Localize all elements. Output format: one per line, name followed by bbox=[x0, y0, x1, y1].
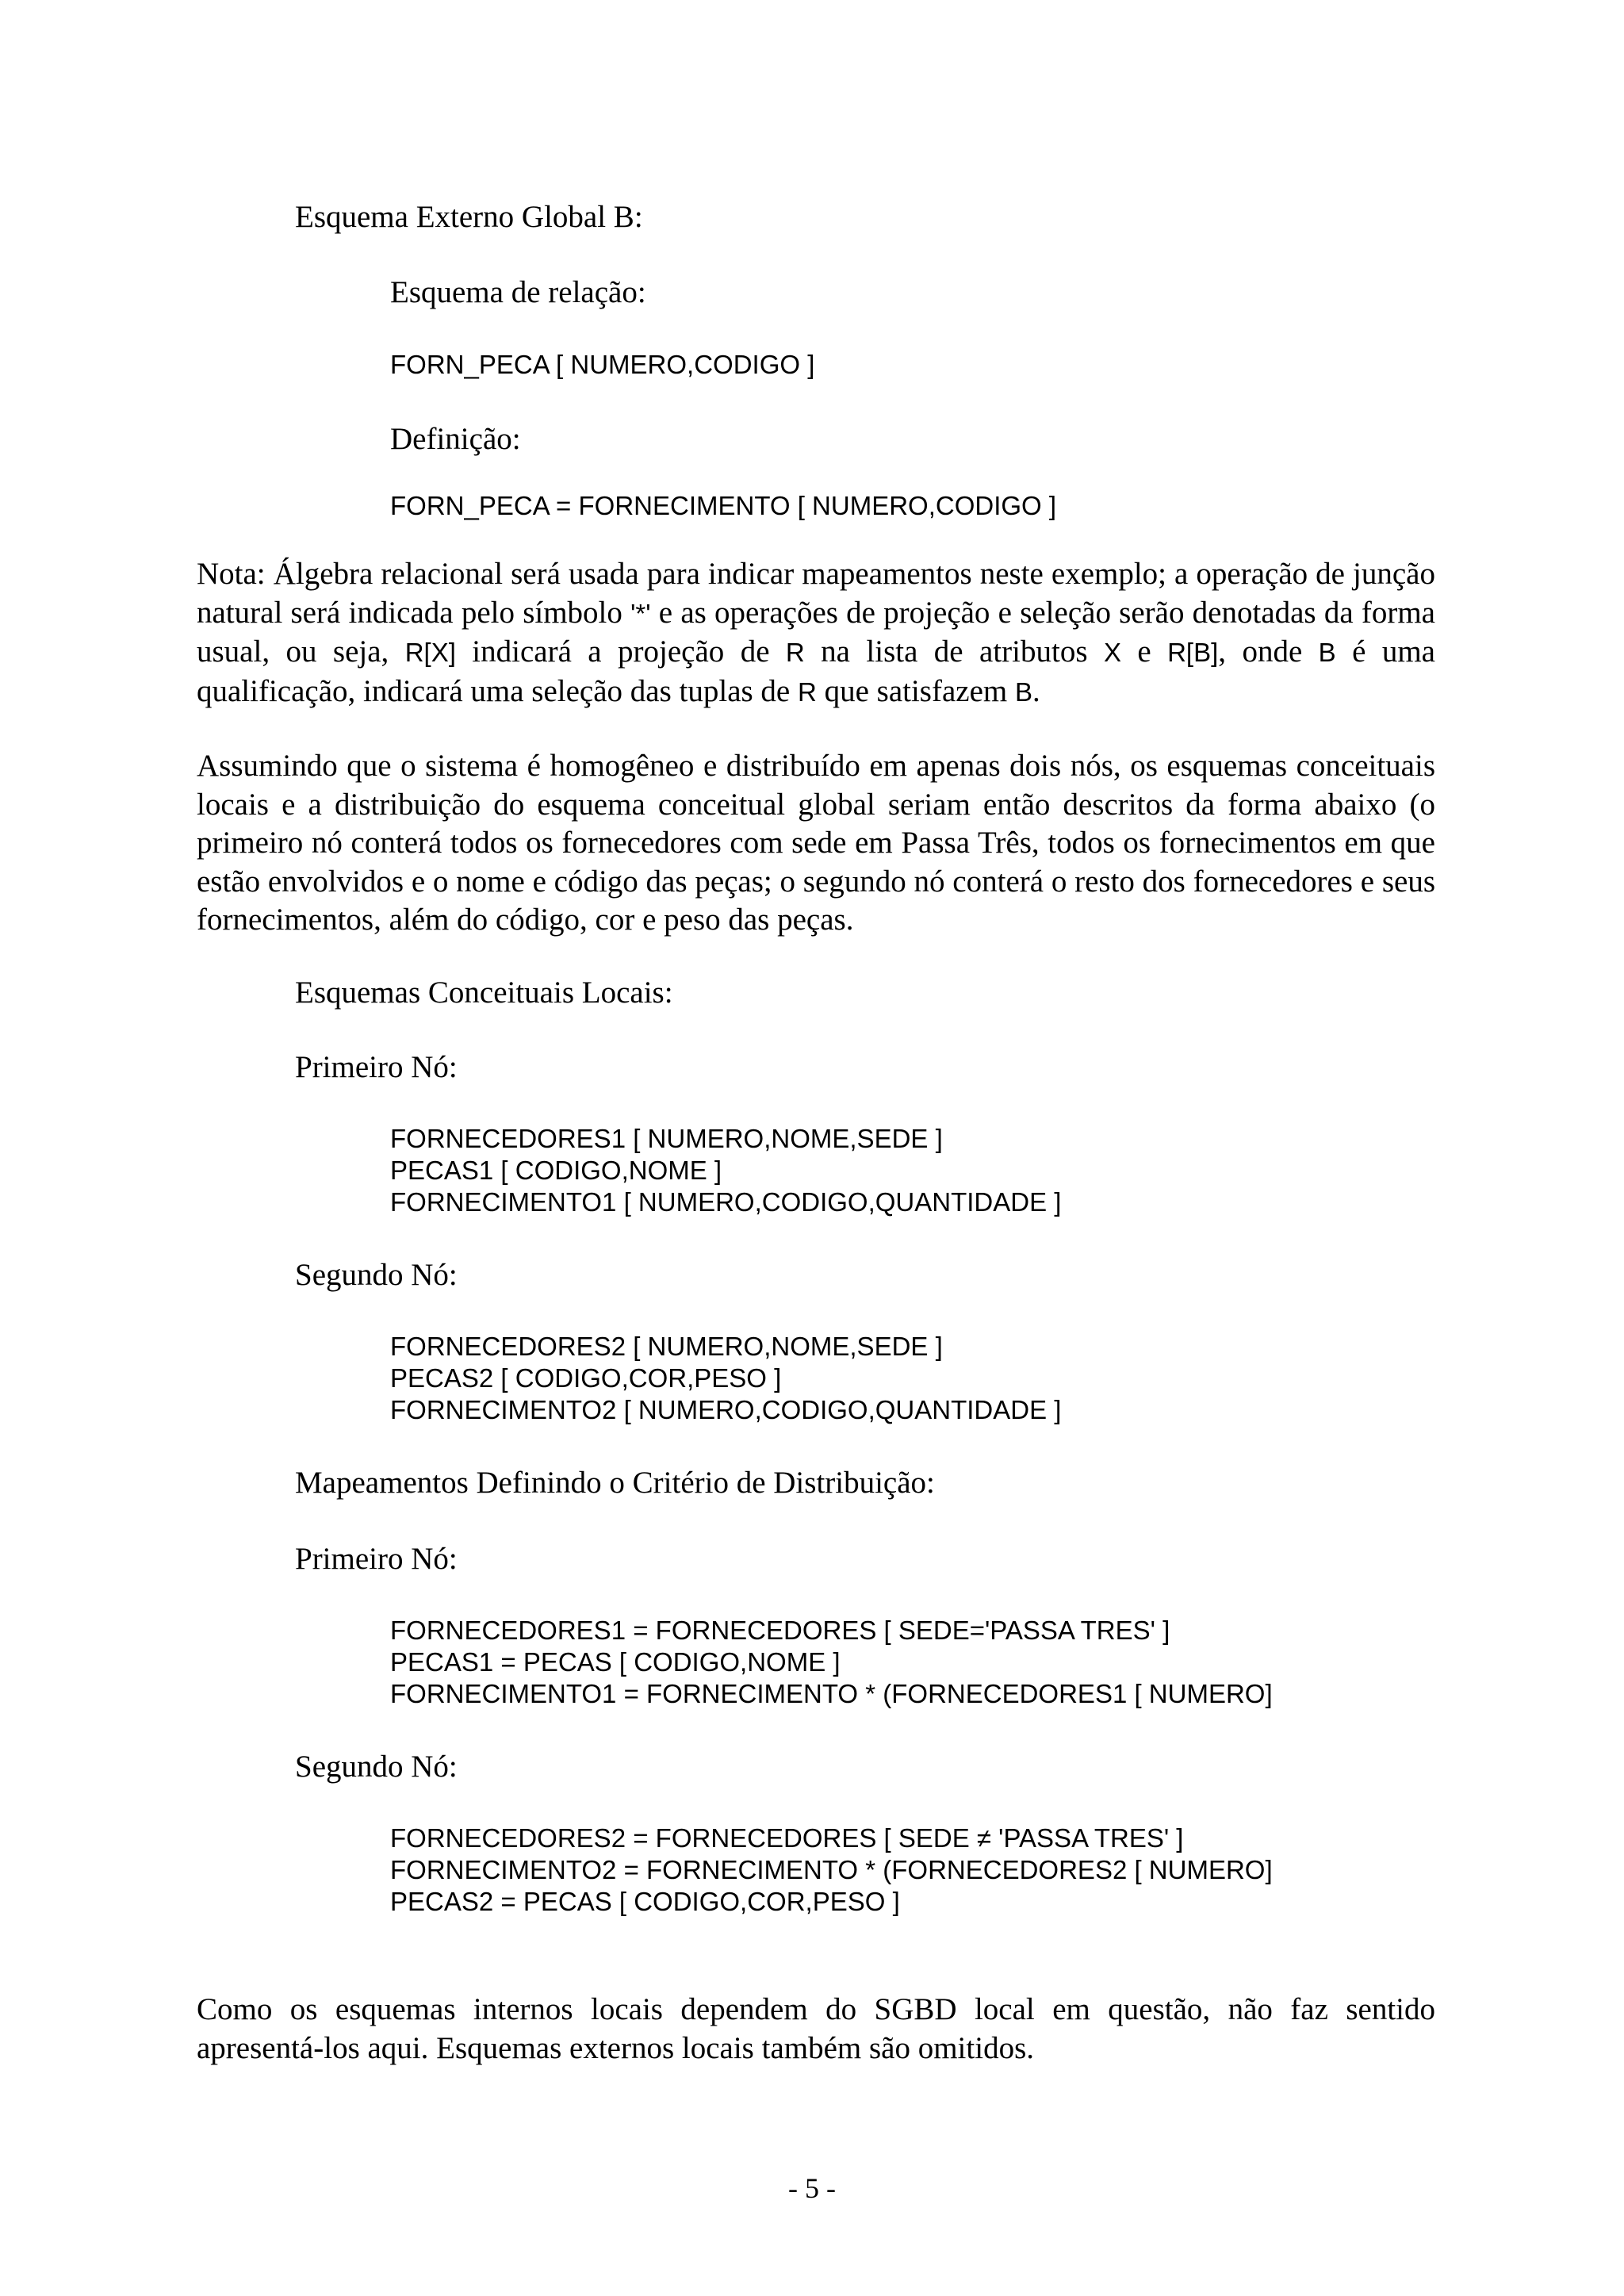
schema-line: FORNECIMENTO1 [ NUMERO,CODIGO,QUANTIDADE ] bbox=[390, 1187, 1062, 1217]
local-node2-label: Segundo Nó: bbox=[295, 1258, 458, 1292]
mapping-node2-label: Segundo Nó: bbox=[295, 1750, 458, 1784]
mapping-node1-lines bbox=[390, 1615, 1273, 1710]
mapping-line: PECAS2 = PECAS [ CODIGO,COR,PESO ] bbox=[390, 1887, 900, 1916]
assumption-paragraph: Assumindo que o sistema é homogêneo e distribuído em apenas dois nós, os esquemas conceituais locais e a distribuição do esquema conceitual global seriam então descritos da forma abaixo (o primeiro nó conterá todos os fornecedores com sede em Passa Três, todos os fornecimentos em que estão envolvidos e o nome e código das peças; o segundo nó conterá o resto dos fornecedores e seus fornecimentos, além do código, cor e peso das peças. bbox=[197, 749, 1435, 937]
mapping-line: FORNECEDORES1 = FORNECEDORES [ SEDE='PASSA TRES' ] bbox=[390, 1616, 1170, 1645]
mapping-line: FORNECIMENTO2 = FORNECIMENTO * (FORNECEDORES2 [ NUMERO] bbox=[390, 1855, 1273, 1884]
local-node1-label: Primeiro Nó: bbox=[295, 1050, 458, 1084]
definition-expression: FORN_PECA = FORNECIMENTO [ NUMERO,CODIGO ] bbox=[390, 491, 1057, 520]
schema-line: FORNECEDORES1 [ NUMERO,NOME,SEDE ] bbox=[390, 1124, 943, 1153]
global-b-heading: Esquema Externo Global B: bbox=[295, 200, 643, 234]
page-number: - 5 - bbox=[788, 2172, 836, 2204]
relation-schema-label: Esquema de relação: bbox=[390, 275, 646, 309]
schema-line: PECAS2 [ CODIGO,COR,PESO ] bbox=[390, 1363, 782, 1393]
schema-line: PECAS1 [ CODIGO,NOME ] bbox=[390, 1156, 722, 1185]
mapping-node1-label: Primeiro Nó: bbox=[295, 1542, 458, 1576]
schema-line: FORNECEDORES2 [ NUMERO,NOME,SEDE ] bbox=[390, 1332, 943, 1361]
local-node1-schemas bbox=[390, 1123, 1061, 1218]
schema-line: FORNECIMENTO2 [ NUMERO,CODIGO,QUANTIDADE ] bbox=[390, 1395, 1062, 1424]
mappings-heading: Mapeamentos Definindo o Critério de Distribuição: bbox=[295, 1466, 935, 1500]
definition-label: Definição: bbox=[390, 422, 521, 456]
local-node2-schemas bbox=[390, 1331, 1061, 1426]
local-schemas-heading: Esquemas Conceituais Locais: bbox=[295, 976, 673, 1010]
mapping-line: FORNECEDORES2 = FORNECEDORES [ SEDE ≠ 'PASSA TRES' ] bbox=[390, 1823, 1184, 1853]
closing-paragraph: Como os esquemas internos locais dependem do SGBD local em questão, não faz sentido apresentá-los aqui. Esquemas externos locais também são omitidos. bbox=[197, 1992, 1435, 2065]
relation-schema: FORN_PECA [ NUMERO,CODIGO ] bbox=[390, 350, 815, 379]
mapping-line: FORNECIMENTO1 = FORNECIMENTO * (FORNECEDORES1 [ NUMERO] bbox=[390, 1679, 1273, 1708]
mapping-node2-lines bbox=[390, 1823, 1273, 1918]
note-paragraph: Nota: Álgebra relacional será usada para indicar mapeamentos neste exemplo; a operação de junção natural será indicada pelo símbolo '*' e as operações de projeção e seleção serão denotadas da forma usual, ou seja, R[X] indicará a projeção de R na lista de atributos X e R[B], onde B é uma qualificação, indicará uma seleção das tuplas de R que satisfazem B. bbox=[197, 557, 1435, 708]
mapping-line: PECAS1 = PECAS [ CODIGO,NOME ] bbox=[390, 1647, 841, 1677]
